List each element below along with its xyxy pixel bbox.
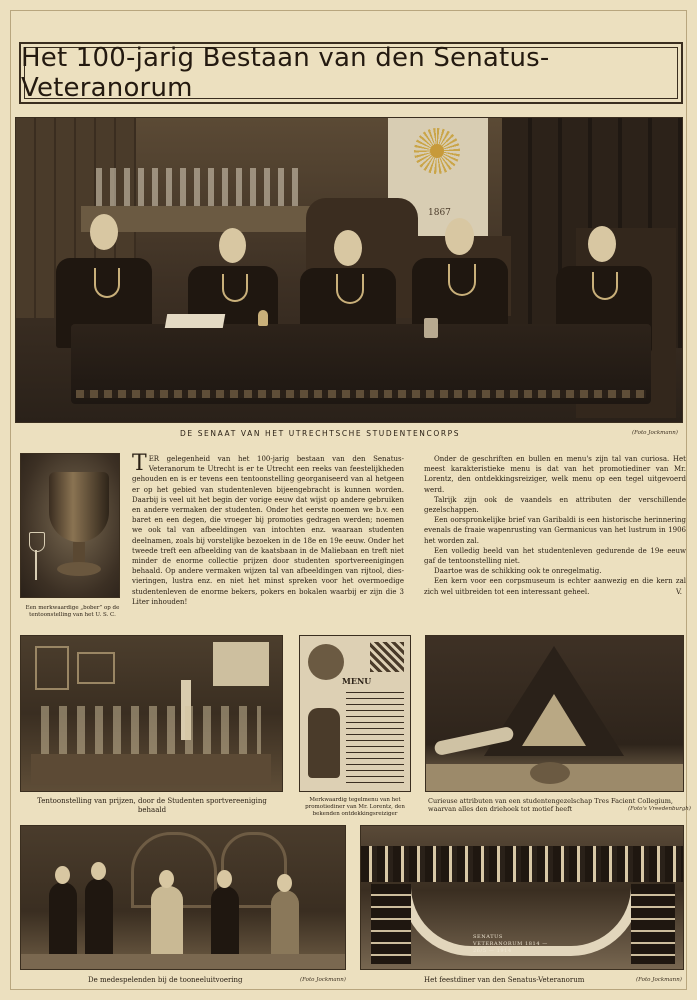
attributes-photo: [425, 635, 684, 792]
cup-icon: [424, 318, 438, 338]
cup-caption: Een merkwaardige „bober” op de tentoonstelling van het U. S. C.: [25, 605, 120, 618]
senate-photo: [15, 117, 683, 423]
article-paragraph: Een volledig beeld van het studentenleven gedurende de 19e eeuw gaf de tentoonstelling niet.: [424, 546, 686, 566]
senate-caption: DE SENAAT VAN HET UTRECHTSCHE STUDENTENCORPS: [180, 429, 461, 438]
goblet-icon: [49, 472, 109, 542]
article-signature: V.: [675, 587, 682, 596]
attributes-credit: (Foto's Vreedenburgh): [628, 806, 691, 812]
page-title: Het 100-jarig Bestaan van den Senatus-Veteranorum: [21, 43, 550, 103]
menu-title: MENU: [342, 676, 372, 686]
title-box: [19, 42, 683, 104]
open-book-icon: [165, 314, 225, 328]
prizes-photo: [20, 635, 283, 792]
wine-glass-icon: [29, 532, 45, 552]
article-column-2: [424, 454, 686, 597]
senate-credit: (Foto Jockmann): [632, 430, 678, 436]
article-paragraph: Talrijk zijn ook de vaandels en attributen der verschillende gezelschappen.: [424, 495, 686, 515]
menu-caption: Merkwaardig tegelmenu van het promotiediner van Mr. Lorentz, den bekenden ontdekkingsreiziger: [305, 797, 405, 817]
article-paragraph: Een kern voor een corpsmuseum is echter aanwezig en die kern zal zich wel uitbreiden tot een interessant geheel. V.: [424, 577, 686, 596]
dropcap: T: [132, 451, 147, 476]
theatre-caption: De medespelenden bij de tooneeluitvoering: [88, 976, 243, 984]
theatre-photo: [20, 825, 346, 970]
dinner-credit: (Foto Jockmann): [636, 977, 682, 983]
bell-icon: [258, 310, 268, 326]
article-paragraph: Daartoe was de schikking ook te onregelmatig.: [434, 567, 602, 576]
dinner-photo: [360, 825, 684, 970]
menu-tile-photo: [299, 635, 411, 792]
attributes-caption: Curieuse attributen van een studentengezelschap Tres Facient Collegium, waarvan alles den driehoek tot motief heeft: [428, 797, 673, 813]
article-paragraph: Onder de geschriften en bullen en menu's zijn tal van curiosa. Het meest karakteristieke menu is dat van het promotiediner van Mr. Lorentz, den ontdekkingsreiziger, welk menu op een tegel uitgevoerd werd.: [424, 455, 686, 494]
prizes-caption: Tentoonstelling van prijzen, door de Studenten sportvereeniging behaald: [37, 797, 267, 814]
article-paragraph: ER gelegenheid van het 100-jarig bestaan van den Senatus-Veteranorum te Utrecht is er te Utrecht een reeks van feestelijkheden gehouden en is er tevens een tentoonstelling georganiseerd van al hetgeen er op het gebied van studentenleven bijeengebracht is kunnen worden. Daarbij is veel uit het begin der vorige eeuw dat wijst op andere gebruiken en andere vermaken der studenten. Onder het eerste noemen we b.v. een baret en een degen, die vroeger bij promoties gedragen werden; noemen we ook tal van afbeeldingen van intochten enz. waaraan studenten deelnamen, zoals bij vorstelijke bezoeken in de 18e en 19e eeuw. Onder het tweede treft een afbeelding van de kaatsbaan in de Maliebaan en treft niet minder de enorme collectie prijzen door studenten sportvereenigingen behaald. Op andere vermaken wijzen tal van afbeeldingen van rijtool, dies-vieringen, lustra enz. en niet het minst spreken voor het overmoedige studentenleven de enorme bekers, pokers en bokalen waarbij er zijn die 3 Liter inhouden!: [132, 455, 404, 606]
dinner-banner: SENATUS VETERANORUM 1814 — 26/5 — 1914: [473, 934, 548, 954]
article-column-1: [132, 451, 404, 607]
cup-photo: [20, 453, 120, 598]
article-paragraph: Een oorspronkelijke brief van Garibaldi is een historische herinnering evenals de fraaie wapenrusting van Germanicus van het lustrum in 1906 het worden zal.: [424, 516, 686, 545]
banner-year: 1867: [428, 208, 451, 218]
lion-emblem-icon: [308, 708, 340, 778]
dinner-caption: Het feestdiner van den Senatus-Veteranorum: [424, 976, 585, 984]
theatre-credit: (Foto Jockmann): [300, 977, 346, 983]
